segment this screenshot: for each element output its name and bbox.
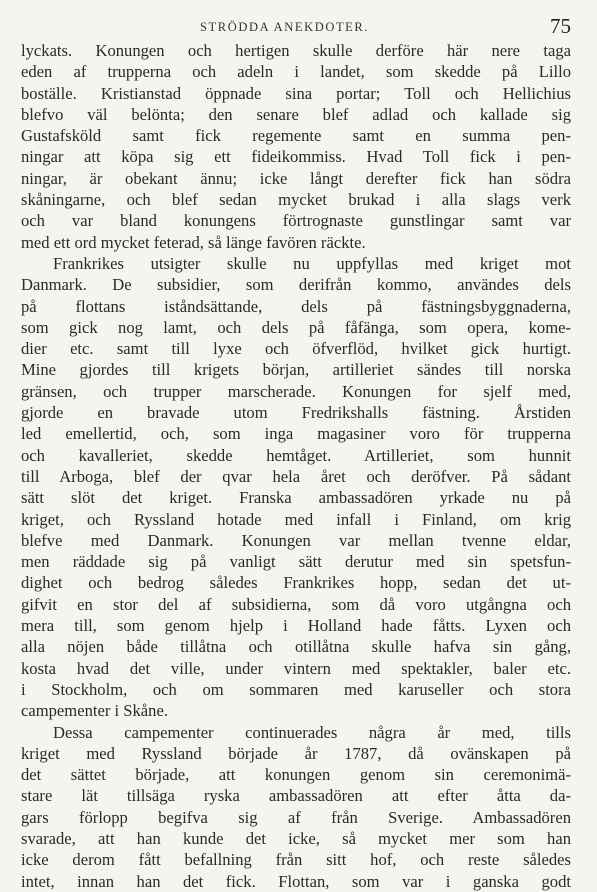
text-line: dighet och bedrog således Frankrikes hopp, sedan det ut- (21, 573, 571, 593)
text-line: boställe. Kristianstad öppnade sina portar; Toll och Hellichius (21, 83, 571, 103)
body-text (21, 40, 571, 892)
text-line: gars förlopp begifva sig af från Sverige. Ambassadören (21, 807, 571, 827)
text-line: med ett ord mycket feterad, så länge favören räckte. (21, 232, 366, 252)
text-line: Dessa campementer continuerades några år med, tills (53, 722, 571, 742)
text-line: svarade, att han kunde det icke, så mycket mer som han (21, 828, 571, 848)
text-line: blefvo väl belönta; den senare blef adlad och kallade sig (21, 104, 571, 124)
text-line: icke derom fått befallning från sitt hof, och reste således (21, 850, 571, 870)
page-number: 75 (550, 14, 571, 38)
text-line: i Stockholm, och om sommaren med karuseller och stora (21, 679, 571, 699)
text-line: intet, innan han det fick. Flottan, som var i ganska godt (21, 871, 571, 891)
text-line: Mine gjordes till krigets början, artilleriet sändes till norska (21, 360, 571, 380)
text-line: sätt slöt det kriget. Franska ambassadören yrkade nu på (21, 488, 571, 508)
text-line: gjorde en bravade utom Fredrikshalls fästning. Årstiden (21, 403, 571, 423)
text-line: på flottans iståndsättande, dels på fästningsbyggnaderna, (21, 296, 571, 316)
text-line: skåningarne, och blef sedan mycket brukad i alla slags verk (21, 190, 571, 210)
text-line: men räddade sig på vanligt sätt derutur med sin spetsfun- (21, 552, 571, 572)
text-line: eden af trupperna och adeln i landet, som skedde på Lillo (21, 62, 571, 82)
text-line: kosta hvad det ville, under vintern med spektakler, baler etc. (21, 658, 571, 678)
text-line: som gick nog lamt, och dels på fåfänga, som opera, kome- (21, 317, 571, 337)
running-title: STRÖDDA ANEKDOTER. (200, 20, 370, 34)
text-line: det sättet började, att konungen genom sin ceremonimä- (21, 765, 571, 785)
text-line: dier etc. samt till lyxe och öfverflöd, hvilket gick hurtigt. (21, 339, 571, 359)
text-line: Gustafsköld samt fick regementе samt en summa pen- (21, 126, 571, 146)
text-line: gränsen, och trupper marscherade. Konungen for sjelf med, (21, 381, 571, 401)
text-line: led emellertid, och, som inga magasiner voro för trupperna (21, 424, 571, 444)
text-line: kriget med Ryssland började år 1787, då ovänskapen på (21, 743, 571, 763)
text-line: mera till, som genom hjelp i Holland hade fåtts. Lyxen och (21, 616, 571, 636)
text-line: lyckats. Konungen och hertigen skulle derföre här nere taga (21, 41, 571, 60)
text-line: och var bland konungens förtrognaste gunstlingar samt var (21, 211, 571, 231)
text-line: gifvit en stor del af subsidierna, som då voro utgångna och (21, 594, 571, 614)
text-line: Danmark. De subsidier, som derifrån kommo, användes dels (21, 275, 571, 295)
text-line: och kavalleriet, skedde hemtåget. Artilleriet, som hunnit (21, 445, 571, 465)
text-line: stare lät tillsäga ryska ambassadören att efter åtta da- (21, 786, 571, 806)
text-line: ningar, är obekant ännu; icke långt derefter fick han södra (21, 168, 571, 188)
text-line: Frankrikes utsigter skulle nu uppfyllas med kriget mot (53, 253, 571, 273)
text-line: campementer i Skåne. (21, 701, 168, 721)
text-line: till Arboga, blef der qvar hela året och deröfver. På sådant (21, 466, 571, 486)
text-line: blefve med Danmark. Konungen var mellan tvenne eldar, (21, 530, 571, 550)
text-line: ningar att köpa sig ett fideikommiss. Hvad Toll fick i pen- (21, 147, 571, 167)
text-line: kriget, och Ryssland hotade med infall i Finland, om krig (21, 509, 571, 529)
text-line: alla nöjen både tillåtna och otillåtna skulle hafva sin gång, (21, 637, 571, 657)
